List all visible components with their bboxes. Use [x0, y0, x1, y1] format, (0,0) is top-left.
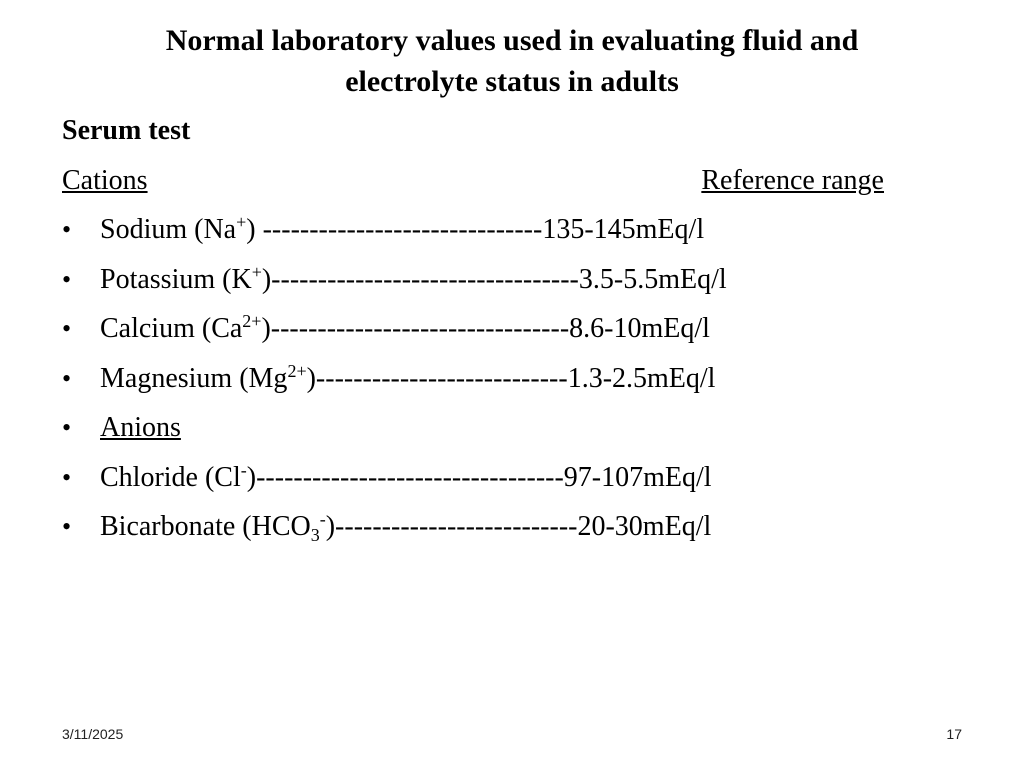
column-header-row	[62, 161, 884, 201]
item-dashes: --------------------------------	[270, 313, 570, 344]
bullet: •	[62, 462, 72, 492]
item-charge: +	[236, 212, 247, 232]
item-dashes: ---------------------------------	[256, 461, 564, 493]
item-dashes: --------------------------	[335, 511, 578, 542]
item-name: Potassium (K	[100, 263, 252, 295]
page-number: 17	[946, 726, 962, 742]
item-close-paren: )	[325, 511, 336, 542]
item-name: Sodium (Na	[100, 214, 237, 245]
list-item-potassium	[62, 260, 727, 310]
list-item-calcium	[62, 309, 727, 359]
item-value: 1.3-2.5mEq/l	[567, 362, 716, 394]
slide-title-line-1: Normal laboratory values used in evaluating fluid and	[165, 24, 859, 57]
slide-title-line-2: electrolyte status in adults	[345, 65, 679, 98]
item-close-paren: )	[306, 362, 316, 394]
bullet: •	[62, 215, 72, 244]
item-value: 8.6-10mEq/l	[569, 313, 710, 344]
anions-subheading: Anions	[100, 412, 181, 443]
item-close-paren: )	[246, 214, 263, 245]
item-value: 135-145mEq/l	[542, 214, 705, 245]
item-close-paren: )	[246, 461, 257, 493]
item-name: Magnesium (Mg	[100, 362, 288, 394]
list-item-sodium	[62, 210, 727, 260]
item-value: 97-107mEq/l	[563, 461, 712, 493]
electrolyte-list	[62, 210, 727, 557]
item-charge: 2+	[242, 311, 262, 331]
slide-title	[60, 20, 964, 102]
bullet: •	[62, 314, 72, 343]
item-name: Bicarbonate (HCO	[100, 511, 311, 542]
list-item-magnesium	[62, 359, 727, 409]
item-charge: +	[251, 261, 262, 282]
bullet: •	[62, 363, 72, 393]
item-dashes: ---------------------------------	[271, 263, 579, 295]
reference-range-column-header: Reference range	[701, 165, 884, 196]
item-close-paren: )	[261, 313, 271, 344]
bullet: •	[62, 512, 72, 541]
item-charge: -	[240, 459, 247, 480]
list-item-anions	[62, 408, 727, 458]
item-charge: 2+	[287, 360, 307, 381]
item-close-paren: )	[261, 263, 272, 295]
item-subscript: 3	[310, 525, 320, 545]
item-charge: -	[319, 509, 326, 529]
bullet: •	[62, 264, 72, 294]
item-name: Chloride (Cl	[100, 461, 241, 493]
item-value: 20-30mEq/l	[577, 511, 712, 542]
footer-date: 3/11/2025	[62, 726, 124, 742]
item-name: Calcium (Ca	[100, 313, 243, 344]
list-item-chloride	[62, 458, 727, 508]
item-dashes: ------------------------------	[262, 214, 543, 245]
item-value: 3.5-5.5mEq/l	[578, 263, 727, 295]
cations-column-header: Cations	[62, 165, 148, 196]
item-dashes: ---------------------------	[315, 362, 568, 394]
list-item-bicarbonate	[62, 507, 727, 557]
bullet: •	[62, 413, 72, 442]
section-heading: Serum test	[62, 115, 191, 146]
